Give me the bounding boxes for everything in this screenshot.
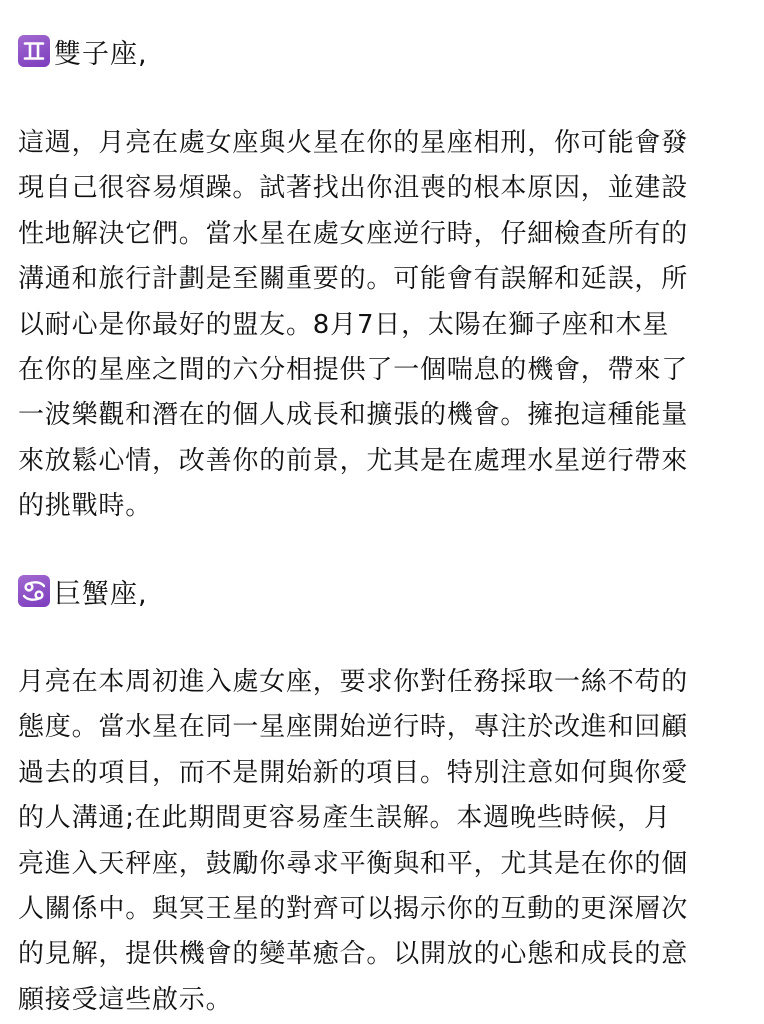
paragraph-line: 一波樂觀和潛在的個人成長和擴張的機會。擁抱這種能量 xyxy=(18,400,689,431)
paragraph-line: 的挑戰時。 xyxy=(18,491,153,522)
gemini-title: 雙子座, xyxy=(54,38,148,70)
cancer-paragraph xyxy=(18,660,754,1023)
paragraph-line: 月亮在本周初進入處女座，要求你對任務採取一絲不苟的 xyxy=(18,667,689,697)
paragraph-line: 以耐心是你最好的盟友。8月7日，太陽在獅子座和木星 xyxy=(18,309,670,340)
paragraph-line: 態度。當水星在同一星座開始逆行時，專注於改進和回顧 xyxy=(18,712,689,743)
gemini-paragraph xyxy=(18,121,754,530)
paragraph-line: 溝通和旅行計劃是至關重要的。可能會有誤解和延誤，所 xyxy=(18,264,689,295)
paragraph-line: 的見解，提供機會的變革癒合。以開放的心態和成長的意 xyxy=(18,939,689,970)
paragraph-line: 的人溝通;在此期間更容易產生誤解。本週晚些時候，月 xyxy=(18,803,671,834)
paragraph-line: 這週，月亮在處女座與火星在你的星座相刑，你可能會發 xyxy=(18,128,689,158)
cancer-zodiac-icon xyxy=(18,575,50,607)
paragraph-line: 過去的項目，而不是開始新的項目。特別注意如何與你愛 xyxy=(18,757,689,788)
paragraph-line: 人關係中。與冥王星的對齊可以揭示你的互動的更深層次 xyxy=(18,894,689,925)
paragraph-line: 願接受這些啟示。 xyxy=(18,984,233,1015)
cancer-title: 巨蟹座, xyxy=(54,578,148,610)
gemini-zodiac-icon xyxy=(18,35,50,67)
paragraph-line: 現自己很容易煩躁。試著找出你沮喪的根本原因，並建設 xyxy=(18,173,689,204)
cancer-heading xyxy=(18,571,148,611)
paragraph-line: 來放鬆心情，改善你的前景，尤其是在處理水星逆行帶來 xyxy=(18,445,689,476)
gemini-heading xyxy=(18,31,148,71)
paragraph-line: 在你的星座之間的六分相提供了一個喘息的機會，帶來了 xyxy=(18,355,689,386)
paragraph-line: 性地解決它們。當水星在處女座逆行時，仔細檢查所有的 xyxy=(18,218,689,249)
paragraph-line: 亮進入天秤座，鼓勵你尋求平衡與和平，尤其是在你的個 xyxy=(18,848,689,879)
